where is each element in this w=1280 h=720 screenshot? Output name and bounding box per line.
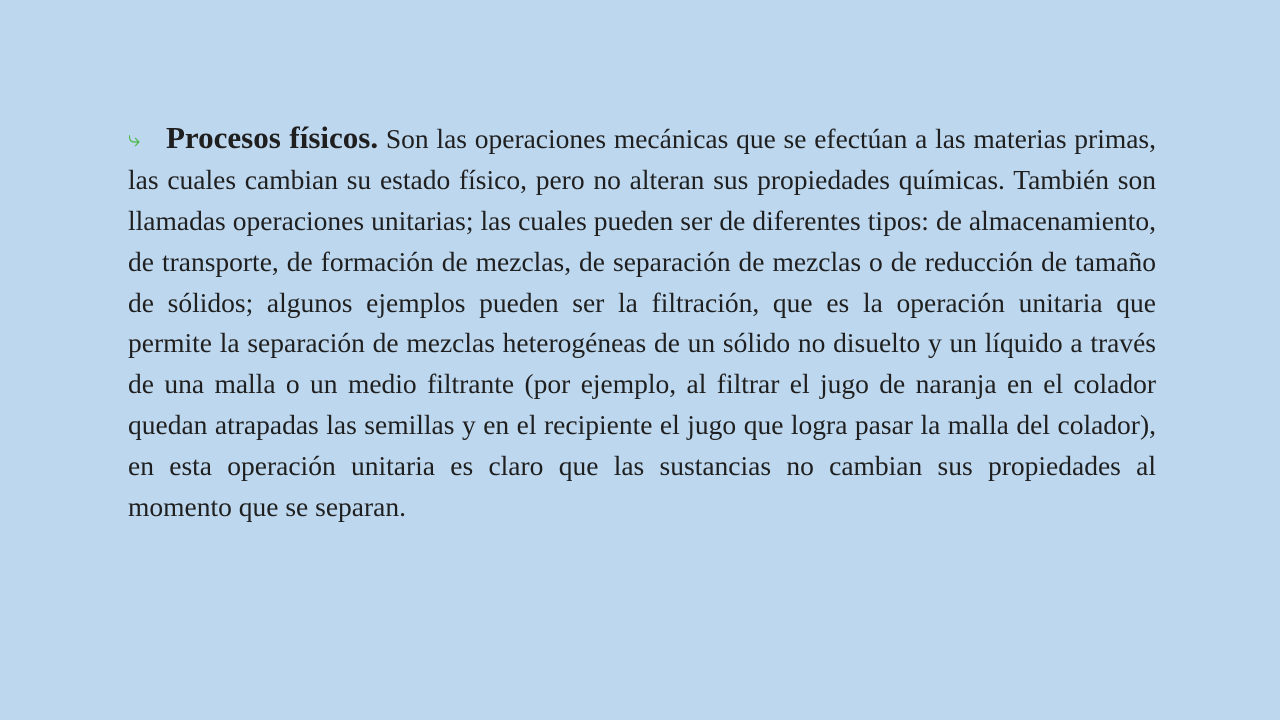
paragraph-term: Procesos físicos.: [166, 119, 379, 155]
slide-paragraph: [128, 118, 1156, 528]
paragraph-body: Son las operaciones mecánicas que se efectúan a las materias primas, las cuales cambian su estado físico, pero no alteran sus propiedades químicas. También son llamadas operaciones unitarias; las cuales pueden ser de diferentes tipos: de almacenamiento, de transporte, de formación de mezclas, de separación de mezclas o de reducción de tamaño de sólidos; algunos ejemplos pueden ser la filtración, que es la operación unitaria que permite la separación de mezclas heterogéneas de un sólido no disuelto y un líquido a través de una malla o un medio filtrante (por ejemplo, al filtrar el jugo de naranja en el colador quedan atrapadas las semillas y en el recipiente el jugo que logra pasar la malla del colador), en esta operación unitaria es claro que las sustancias no cambian sus propiedades al momento que se separan.: [128, 122, 1157, 522]
curved-arrow-bullet-icon: ⤷: [128, 126, 141, 152]
